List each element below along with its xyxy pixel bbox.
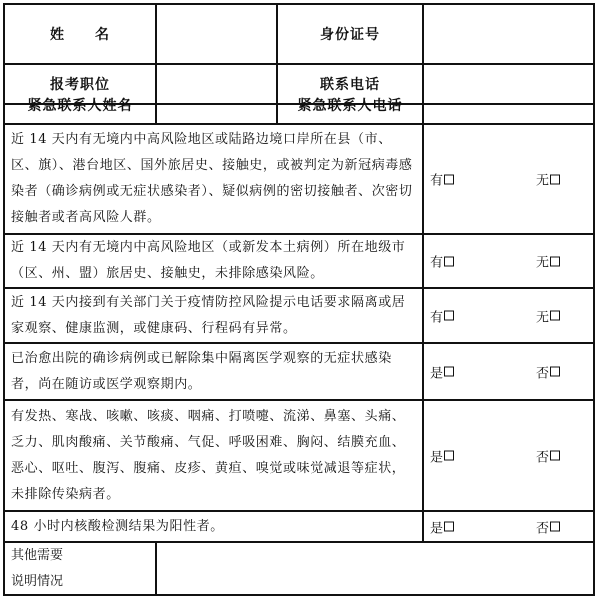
option-no-label: 否 xyxy=(536,521,550,536)
question-row-5 xyxy=(5,399,593,510)
question-row-1 xyxy=(5,123,593,233)
option-no-6[interactable] xyxy=(536,517,560,536)
question-text-2: 近 14 天内有无境内中高风险地区（或新发本土病例）所在地级市（区、州、盟）旅居史、接触史，未排除感染风险。 xyxy=(11,240,406,281)
option-no-label: 无 xyxy=(536,173,550,189)
name-label: 姓 名 xyxy=(50,27,110,43)
checkbox-icon[interactable] xyxy=(550,367,560,377)
question-row-3 xyxy=(5,287,593,342)
id-number-label: 身份证号 xyxy=(276,5,422,63)
question-text-3: 近 14 天内接到有关部门关于疫情防控风险提示电话要求隔离或居家观察、健康监测，或健康码、行程码有异常。 xyxy=(11,294,406,336)
checkbox-icon[interactable] xyxy=(550,256,560,266)
checkbox-icon[interactable] xyxy=(550,451,560,461)
option-no-label: 无 xyxy=(536,255,550,271)
option-no-label: 无 xyxy=(536,310,550,325)
answer-cell-2 xyxy=(422,235,593,287)
row-name-id xyxy=(5,5,593,63)
option-no-5[interactable] xyxy=(536,446,560,465)
checkbox-icon[interactable] xyxy=(444,451,454,461)
option-yes-label: 是 xyxy=(430,450,444,465)
option-yes-label: 有 xyxy=(430,255,444,271)
answer-cell-1 xyxy=(422,125,593,233)
option-yes-label: 有 xyxy=(430,173,444,189)
answer-cell-3 xyxy=(422,289,593,342)
name-input[interactable] xyxy=(155,5,276,63)
question-text-6: 48 小时内核酸检测结果为阳性者。 xyxy=(11,518,224,534)
checkbox-icon[interactable] xyxy=(550,174,560,184)
question-row-2 xyxy=(5,233,593,287)
option-no-label: 否 xyxy=(536,450,550,465)
emergency-contact-phone-input[interactable] xyxy=(422,85,593,125)
option-yes-1[interactable] xyxy=(430,170,454,189)
option-yes-5[interactable] xyxy=(430,446,454,465)
emergency-contact-phone-label: 紧急联系人电话 xyxy=(276,85,422,125)
other-notes-input[interactable] xyxy=(155,543,593,594)
emergency-row xyxy=(5,85,593,125)
checkbox-icon[interactable] xyxy=(444,367,454,377)
checkbox-icon[interactable] xyxy=(444,522,454,532)
other-label xyxy=(5,543,155,594)
answer-cell-5 xyxy=(422,401,593,510)
option-no-label: 否 xyxy=(536,366,550,381)
other-row xyxy=(5,541,593,594)
option-yes-4[interactable] xyxy=(430,362,454,381)
emergency-contact-name-input[interactable] xyxy=(155,85,276,125)
checkbox-icon[interactable] xyxy=(444,174,454,184)
question-text-4: 已治愈出院的确诊病例或已解除集中隔离医学观察的无症状感染者，尚在随访或医学观察期内。 xyxy=(11,350,392,392)
other-label-line2: 说明情况 xyxy=(11,573,64,589)
answer-cell-6 xyxy=(422,512,593,541)
option-yes-label: 是 xyxy=(430,521,444,536)
question-row-4 xyxy=(5,342,593,399)
option-no-3[interactable] xyxy=(536,306,560,325)
option-yes-2[interactable] xyxy=(430,252,454,271)
position-label: 报考职位 xyxy=(50,77,110,93)
checkbox-icon[interactable] xyxy=(444,311,454,321)
question-text-5: 有发热、寒战、咳嗽、咳痰、咽痛、打喷嚏、流涕、鼻塞、头痛、乏力、肌肉酸痛、关节酸痛、气促、呼吸困难、胸闷、结膜充血、恶心、呕吐、腹泻、腹痛、皮疹、黄疸、嗅觉或味觉减退等症状，未排除传染病者。 xyxy=(11,408,406,502)
option-no-4[interactable] xyxy=(536,362,560,381)
checkbox-icon[interactable] xyxy=(550,522,560,532)
question-text-1: 近 14 天内有无境内中高风险地区或陆路边境口岸所在县（市、区、旗）、港台地区、国外旅居史、接触史，或被判定为新冠病毒感染者（确诊病例或无症状感染者）、疑似病例的密切接触者、次密切接触者或者高风险人群。 xyxy=(11,132,413,225)
phone-label: 联系电话 xyxy=(276,65,422,103)
option-yes-label: 是 xyxy=(430,366,444,381)
option-yes-label: 有 xyxy=(430,310,444,325)
checkbox-icon[interactable] xyxy=(550,311,560,321)
checkbox-icon[interactable] xyxy=(444,256,454,266)
id-number-input[interactable] xyxy=(422,5,593,63)
health-declaration-table xyxy=(3,3,595,596)
other-label-line1: 其他需要 xyxy=(11,547,64,563)
option-yes-6[interactable] xyxy=(430,517,454,536)
option-no-1[interactable] xyxy=(536,170,560,189)
answer-cell-4 xyxy=(422,344,593,399)
option-no-2[interactable] xyxy=(536,252,560,271)
option-yes-3[interactable] xyxy=(430,306,454,325)
emergency-contact-name-label: 紧急联系人姓名 xyxy=(27,98,133,114)
question-row-6 xyxy=(5,510,593,541)
